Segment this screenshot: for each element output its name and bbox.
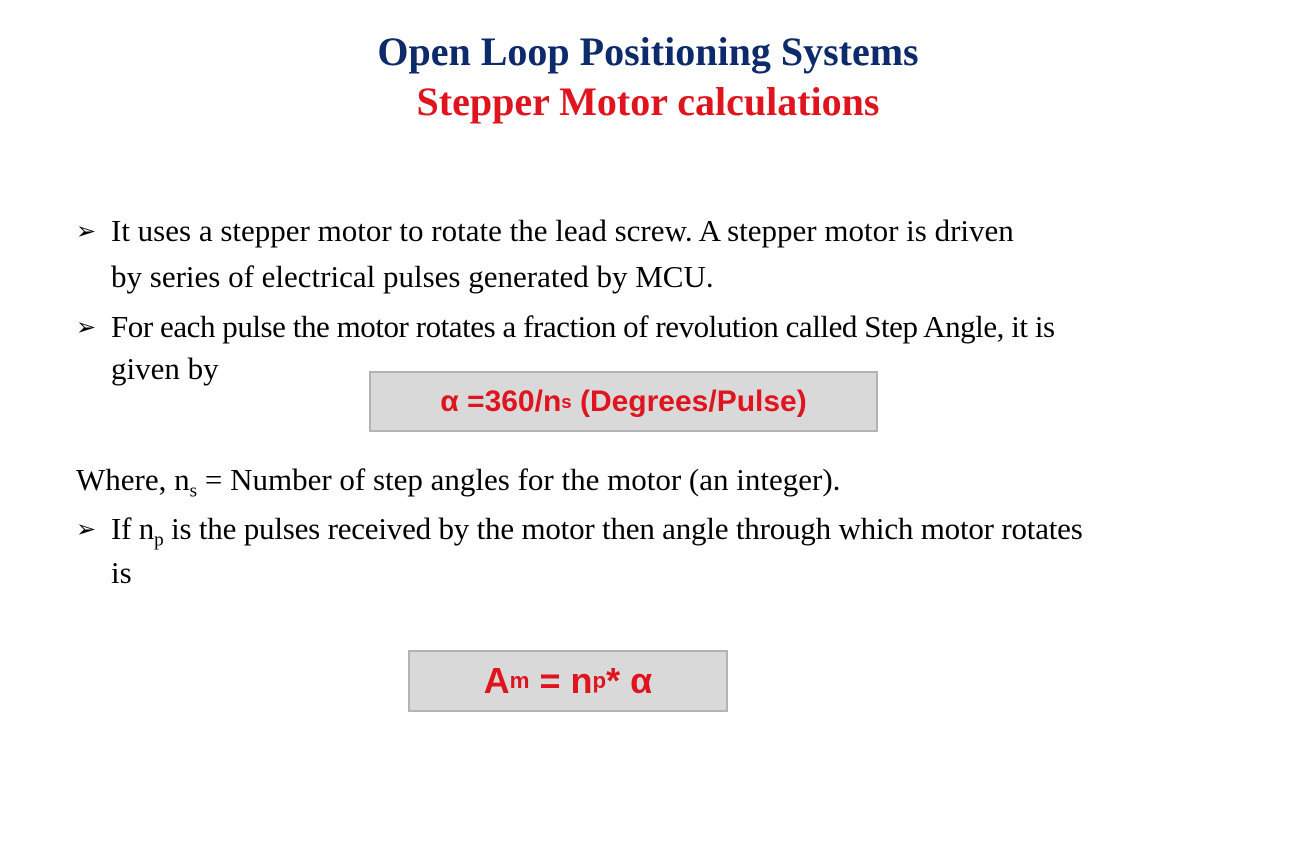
formula2-a: A [483, 660, 510, 701]
bullet3-line2: is [111, 555, 132, 590]
where-suffix: = Number of step angles for the motor (an integer). [197, 462, 841, 497]
formula2-rest: * α [606, 660, 653, 701]
bullet-arrow-icon: ➢ [76, 217, 97, 245]
bullet-arrow-icon: ➢ [76, 515, 97, 543]
bullet-arrow-icon: ➢ [76, 313, 97, 341]
bullet1-line1: It uses a stepper motor to rotate the lead screw. A stepper motor is driven [111, 213, 1014, 248]
bullet3-subscript: p [154, 529, 164, 551]
where-subscript: s [189, 480, 198, 502]
bullet2-line2: given by [111, 351, 219, 386]
formula1-lhs: α =360/n [440, 384, 562, 418]
bullet3-line1 [111, 506, 1083, 552]
where-prefix: Where, n [76, 462, 190, 497]
bullet2-line1: For each pulse the motor rotates a fraction of revolution called Step Angle, it is [111, 309, 1055, 344]
where-line [76, 457, 840, 503]
bullet3-suffix: is the pulses received by the motor then angle through which motor rotates [163, 511, 1083, 546]
slide-subtitle: Stepper Motor calculations [416, 79, 880, 124]
rotation-angle-formula: A m = n p * α [408, 650, 728, 712]
formula1-rhs: (Degrees/Pulse) [571, 384, 807, 418]
slide-title: Open Loop Positioning Systems [377, 29, 919, 74]
bullet1-line2: by series of electrical pulses generated by MCU. [111, 259, 714, 294]
formula2-eq: = n [529, 660, 593, 701]
bullet3-prefix: If n [111, 511, 155, 546]
step-angle-formula: α =360/n s (Degrees/Pulse) [369, 371, 878, 432]
